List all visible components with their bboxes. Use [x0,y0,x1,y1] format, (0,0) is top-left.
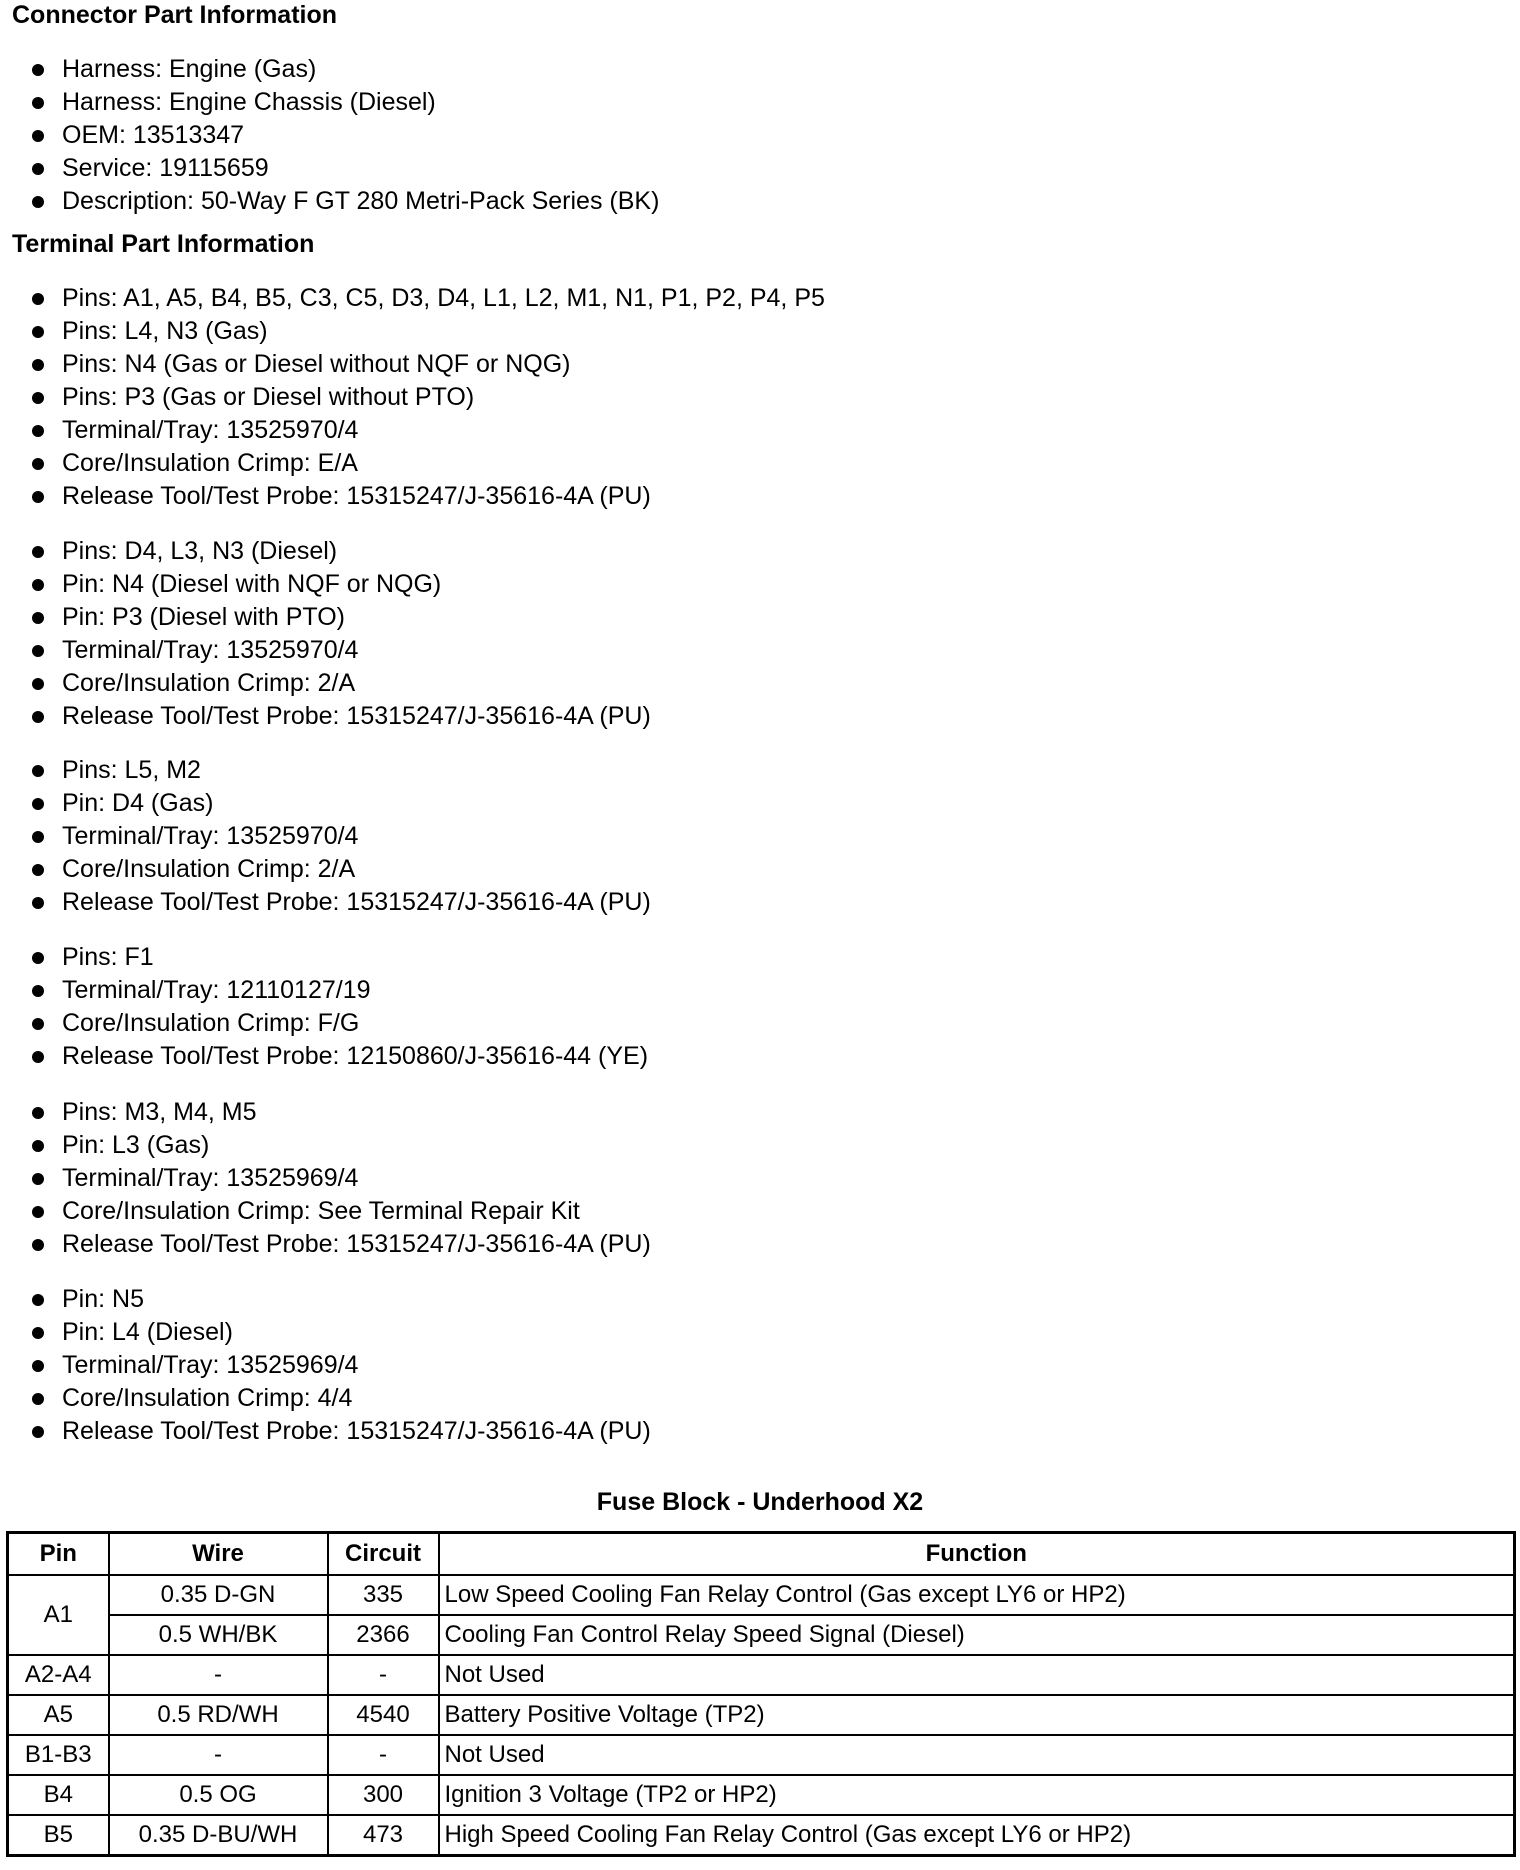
bullet-icon [32,392,44,404]
connector-heading: Connector Part Information [12,1,338,29]
cell-pin: B1-B3 [8,1735,109,1775]
cell-function: Ignition 3 Voltage (TP2 or HP2) [439,1775,1515,1815]
list-item [32,1096,651,1129]
bullet-icon [32,678,44,690]
list-item [32,1316,651,1349]
item-text: Core/Insulation Crimp: 4/4 [62,1384,353,1412]
cell-wire: - [109,1655,328,1695]
bullet-icon [32,491,44,503]
item-text: Terminal/Tray: 13525970/4 [62,636,359,664]
list-item [32,348,825,381]
list-item [32,152,659,185]
item-text: Pins: A1, A5, B4, B5, C3, C5, D3, D4, L1, L2, M1, N1, P1, P2, P4, P5 [62,284,825,312]
cell-function: Low Speed Cooling Fan Relay Control (Gas except LY6 or HP2) [439,1575,1515,1615]
item-text: Pins: L5, M2 [62,756,201,784]
bullet-icon [32,1360,44,1372]
bullet-icon [32,130,44,142]
list-item [32,601,651,634]
bullet-icon [32,1206,44,1218]
table-row [8,1695,1515,1735]
list-item [32,700,651,733]
cell-pin: A1 [8,1575,109,1655]
column-header-function: Function [439,1533,1515,1576]
bullet-icon [32,196,44,208]
list-item [32,1415,651,1448]
cell-function: Not Used [439,1735,1515,1775]
list-item [32,754,651,787]
item-text: Release Tool/Test Probe: 15315247/J-35616-4A (PU) [62,888,651,916]
item-text: Pin: N5 [62,1285,144,1313]
connector-list [32,53,659,218]
bullet-icon [32,425,44,437]
list-item [32,974,648,1007]
cell-wire: 0.35 D-GN [109,1575,328,1615]
list-item [32,447,825,480]
item-text: Release Tool/Test Probe: 15315247/J-35616-4A (PU) [62,1230,651,1258]
terminal-group [32,1096,651,1261]
item-text: Release Tool/Test Probe: 12150860/J-35616-44 (YE) [62,1042,649,1070]
list-item [32,886,651,919]
bullet-icon [32,163,44,175]
bullet-icon [32,1327,44,1339]
list-item [32,1129,651,1162]
list-item [32,820,651,853]
item-text: Core/Insulation Crimp: E/A [62,449,358,477]
item-text: Pins: P3 (Gas or Diesel without PTO) [62,383,475,411]
cell-function: High Speed Cooling Fan Relay Control (Gas except LY6 or HP2) [439,1815,1515,1856]
cell-circuit: 300 [328,1775,439,1815]
list-item [32,414,825,447]
list-item [32,1349,651,1382]
cell-circuit: 2366 [328,1615,439,1655]
pinout-table [6,1531,1516,1857]
column-header-circuit: Circuit [328,1533,439,1576]
list-item [32,1040,648,1073]
item-text: Core/Insulation Crimp: See Terminal Repair Kit [62,1197,580,1225]
cell-wire: 0.5 RD/WH [109,1695,328,1735]
terminal-group [32,941,648,1073]
bullet-icon [32,1239,44,1251]
cell-pin: A2-A4 [8,1655,109,1695]
bullet-icon [32,64,44,76]
list-item [32,1382,651,1415]
item-text: Terminal/Tray: 13525969/4 [62,1351,359,1379]
column-header-pin: Pin [8,1533,109,1576]
bullet-icon [32,1018,44,1030]
bullet-icon [32,798,44,810]
list-item [32,381,825,414]
item-text: Pins: L4, N3 (Gas) [62,317,268,345]
cell-circuit: 4540 [328,1695,439,1735]
item-text: Pins: N4 (Gas or Diesel without NQF or NQG) [62,350,571,378]
item-text: Terminal/Tray: 13525970/4 [62,416,359,444]
cell-circuit: - [328,1735,439,1775]
item-text: OEM: 13513347 [62,121,245,149]
bullet-icon [32,458,44,470]
item-text: Release Tool/Test Probe: 15315247/J-35616-4A (PU) [62,1417,651,1445]
cell-function: Cooling Fan Control Relay Speed Signal (Diesel) [439,1615,1515,1655]
list-item [32,480,825,513]
terminal-group [32,282,825,513]
terminal-group [32,1283,651,1448]
item-text: Pins: F1 [62,943,154,971]
bullet-icon [32,579,44,591]
item-text: Release Tool/Test Probe: 15315247/J-35616-4A (PU) [62,482,651,510]
list-item [32,315,825,348]
table-row [8,1575,1515,1615]
item-text: Harness: Engine (Gas) [62,55,317,83]
list-item [32,282,825,315]
terminal-heading: Terminal Part Information [12,230,315,258]
cell-circuit: - [328,1655,439,1695]
bullet-icon [32,765,44,777]
bullet-icon [32,645,44,657]
cell-pin: A5 [8,1695,109,1735]
item-text: Service: 19115659 [62,154,269,182]
column-header-wire: Wire [109,1533,328,1576]
bullet-icon [32,1426,44,1438]
list-item [32,1228,651,1261]
cell-circuit: 335 [328,1575,439,1615]
list-item [32,185,659,218]
bullet-icon [32,711,44,723]
item-text: Terminal/Tray: 12110127/19 [62,976,371,1004]
item-text: Pin: D4 (Gas) [62,789,214,817]
item-text: Terminal/Tray: 13525970/4 [62,822,359,850]
bullet-icon [32,1107,44,1119]
list-item [32,1195,651,1228]
terminal-group [32,754,651,919]
table-header-row [8,1533,1515,1576]
cell-pin: B5 [8,1815,109,1856]
bullet-icon [32,952,44,964]
item-text: Core/Insulation Crimp: F/G [62,1009,360,1037]
table-row [8,1775,1515,1815]
cell-function: Battery Positive Voltage (TP2) [439,1695,1515,1735]
bullet-icon [32,293,44,305]
item-text: Pin: L3 (Gas) [62,1131,210,1159]
list-item [32,1162,651,1195]
table-row [8,1615,1515,1655]
item-text: Pins: M3, M4, M5 [62,1098,257,1126]
bullet-icon [32,546,44,558]
item-text: Harness: Engine Chassis (Diesel) [62,88,436,116]
list-item [32,1007,648,1040]
table-row [8,1735,1515,1775]
cell-wire: 0.35 D-BU/WH [109,1815,328,1856]
bullet-icon [32,1051,44,1063]
terminal-group [32,535,651,733]
list-item [32,568,651,601]
bullet-icon [32,864,44,876]
list-item [32,1283,651,1316]
bullet-icon [32,612,44,624]
table-row [8,1815,1515,1856]
item-text: Core/Insulation Crimp: 2/A [62,669,356,697]
bullet-icon [32,1393,44,1405]
item-text: Description: 50-Way F GT 280 Metri-Pack Series (BK) [62,187,660,215]
item-text: Pin: L4 (Diesel) [62,1318,233,1346]
item-text: Release Tool/Test Probe: 15315247/J-35616-4A (PU) [62,702,651,730]
cell-wire: 0.5 OG [109,1775,328,1815]
cell-pin: B4 [8,1775,109,1815]
list-item [32,86,659,119]
bullet-icon [32,1173,44,1185]
bullet-icon [32,1140,44,1152]
list-item [32,634,651,667]
item-text: Terminal/Tray: 13525969/4 [62,1164,359,1192]
cell-wire: - [109,1735,328,1775]
list-item [32,667,651,700]
bullet-icon [32,897,44,909]
bullet-icon [32,97,44,109]
item-text: Pins: D4, L3, N3 (Diesel) [62,537,338,565]
list-item [32,787,651,820]
item-text: Core/Insulation Crimp: 2/A [62,855,356,883]
bullet-icon [32,985,44,997]
bullet-icon [32,359,44,371]
bullet-icon [32,326,44,338]
table-row [8,1655,1515,1695]
cell-function: Not Used [439,1655,1515,1695]
list-item [32,941,648,974]
item-text: Pin: P3 (Diesel with PTO) [62,603,345,631]
cell-circuit: 473 [328,1815,439,1856]
table-title: Fuse Block - Underhood X2 [596,1488,924,1516]
bullet-icon [32,831,44,843]
cell-wire: 0.5 WH/BK [109,1615,328,1655]
list-item [32,53,659,86]
list-item [32,119,659,152]
list-item [32,853,651,886]
bullet-icon [32,1294,44,1306]
list-item [32,535,651,568]
item-text: Pin: N4 (Diesel with NQF or NQG) [62,570,442,598]
